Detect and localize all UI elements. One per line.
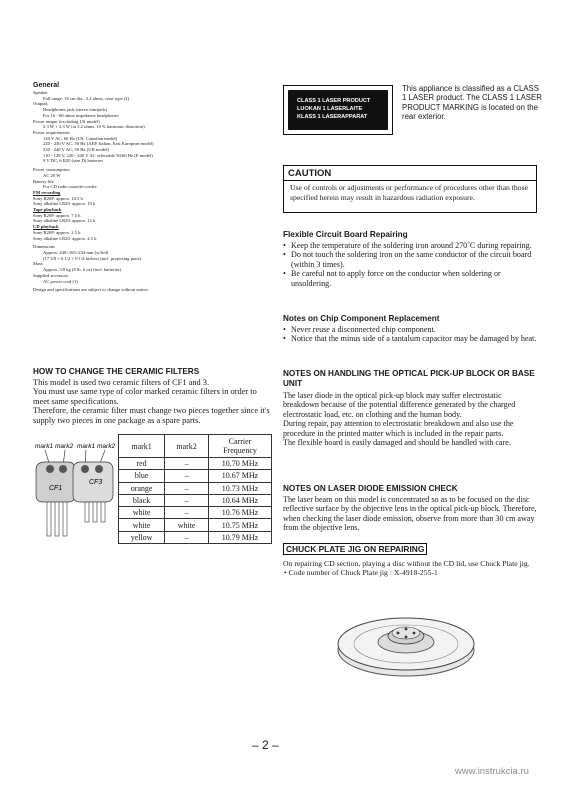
spec-line: 110 - 120 V, 220 - 240 V AC selectable 50/60 Hz (E model) [43,152,153,158]
spec-line: Approx. 3.8 kg (8 lb. 6 oz) (incl. batteries) [43,267,122,273]
spec-line: Speaker [33,90,48,95]
spec-line: Sony alkaline LR20: approx. 12 h [33,218,96,224]
laser-class-note: This appliance is classified as a CLASS 1 LASER product. The CLASS 1 LASER PRODUCT MARKING is located on the rear exterior. [402,84,542,122]
watermark: www.instrukcia.ru [455,766,529,777]
table-row [119,519,272,531]
spec-line: Approx. 440×165×234 mm (w/h/d) [43,249,109,255]
spec-line: Sony alkaline LR20: approx. 4.5 h [33,235,97,241]
mark-label: mark1 [35,443,54,450]
mark-dot [81,465,89,473]
specs-list [33,90,258,293]
table-cell: white [119,507,165,519]
table-cell: 10.70 MHz [209,458,272,470]
spec-line: Sony R20P: approx. 7.5 h [33,212,81,218]
table-cell: orange [119,482,165,494]
table-header: Carrier Frequency [209,435,272,458]
spec-line: Battery life [33,178,54,184]
caution-title: CAUTION [284,166,536,181]
table-cell: – [165,482,209,494]
laser-label-line: KLASS 1 LASERAPPARAT [297,114,368,120]
table-row [119,482,272,494]
ceramic-section [33,367,271,425]
table-row [119,458,272,470]
mark-dot [59,465,67,473]
table-cell: yellow [119,531,165,543]
cf1-label: CF1 [49,485,63,492]
flexible-title: Flexible Circuit Board Repairing [283,230,408,239]
flexible-item: • Keep the temperature of the soldering iron around 270˚C during repairing. [283,241,537,250]
emission-text: The laser beam on this model is concentrated so as to be focused on the disc reflective surface by the objective lens in the optical pick-up block. Therefore, when checking the laser diode emission, observe from more than 30 cm away from the objective lens. [283,495,537,533]
ceramic-p3: Therefore, the ceramic filter must change two pieces together since it's supply two pieces in one package as a spare parts. [33,406,270,425]
mark-dot [95,465,103,473]
spec-line: 9 V DC, 6 R20 (size D) batteries [43,158,104,164]
table-cell: – [165,458,209,470]
laser-label [283,85,393,135]
table-cell: 10.79 MHz [209,531,272,543]
laser-label-line: CLASS 1 LASER PRODUCT [297,98,371,104]
table-cell: 10.73 MHz [209,482,272,494]
table-header: mark1 [119,435,165,458]
chip-title: Notes on Chip Component Replacement [283,314,440,323]
spec-line: Power requirements [33,129,70,135]
ceramic-filter-table [118,434,272,544]
table-cell: 10.64 MHz [209,494,272,506]
emission-section [283,484,537,533]
jig-section [283,539,537,578]
spec-line: Outputs [33,101,48,107]
chip-item: • Never reuse a disconnected chip component. [283,325,537,334]
ceramic-p2: You must use same type of color marked ceramic filters in order to meet same specifications. [33,387,257,406]
spec-line: AC 20 W [43,172,61,178]
table-cell: – [165,470,209,482]
spec-line: Power output (excluding US model) [33,118,100,124]
chip-item: • Notice that the minus side of a tantalum capacitor may be damaged by heat. [283,334,537,343]
flexible-item: • Be careful not to apply force on the conductor when soldering or unsoldering. [283,269,537,288]
flexible-list [283,241,537,288]
chip-list [283,325,537,344]
spec-line: Power consumption [33,167,70,173]
chip-section [283,314,537,344]
jig-p1: On repairing CD section, playing a disc without the CD lid, use Chuck Plate jig. [283,559,530,568]
table-row [119,494,272,506]
spec-line: Tape playback [33,207,62,213]
mark-dot [46,465,54,473]
pickup-title: NOTES ON HANDLING THE OPTICAL PICK-UP BLOCK OR BASE UNIT [283,369,535,388]
table-cell: 10.67 MHz [209,470,272,482]
table-cell: white [165,519,209,531]
spec-line: Full range: 10 cm dia., 3.2 ohms, cone type (2) [43,95,130,101]
spec-line: 230 - 240 V AC, 50 Hz (UK model) [43,147,110,153]
spec-line: For CD radio cassette-corder: [43,184,98,190]
spec-line: (17 3/8 × 6 1/2 × 9 1/4 inches) (incl. projecting parts) [43,255,142,261]
page-number: – 2 – [252,738,279,752]
spec-line: CD playback [33,224,59,230]
jig-title: CHUCK PLATE JIG ON REPAIRING [283,543,427,555]
jig-p2: • Code number of Chuck Plate jig : X-4918-255-1 [284,568,438,578]
pickup-p1: The laser diode in the optical pick-up block may suffer electrostatic breakdown because of the potential difference generated by the charged electrostatic load, etc. on clothing and the human body. [283,391,516,419]
spec-line: For 16 - 68 ohms impedance headphones [43,112,119,118]
table-cell: 10.76 MHz [209,507,272,519]
table-cell: blue [119,470,165,482]
specs-block [33,82,258,293]
mark-label: mark2 [55,443,74,450]
table-cell: white [119,519,165,531]
mark-label: mark2 [97,443,116,450]
pickup-p3: The flexible board is easily damaged and should be handled with care. [283,438,511,448]
spec-line: Design and specifications are subject to change without notice. [33,287,149,293]
ceramic-p1: This model is used two ceramic filters of CF1 and 3. [33,378,210,387]
ceramic-title: HOW TO CHANGE THE CERAMIC FILTERS [33,367,200,376]
table-cell: – [165,531,209,543]
table-cell: – [165,507,209,519]
table-cell: black [119,494,165,506]
pickup-section [283,369,537,447]
spec-line: 220 - 230 V AC, 50 Hz (AEP, Italian, East European model) [43,141,154,147]
emission-title: NOTES ON LASER DIODE EMISSION CHECK [283,484,458,493]
spec-line: Headphones jack (stereo minijack) [43,107,107,113]
table-cell: red [119,458,165,470]
spec-line: Sony alkaline LR20: approx. 19 h [33,201,96,207]
table-row [119,531,272,543]
mark-label: mark1 [77,443,96,450]
spec-line: Sony R20P: approx. 2.5 h [33,229,81,235]
table-row [119,470,272,482]
cf3-label: CF3 [89,479,103,486]
spec-line: FM recording [33,189,61,195]
flexible-item: • Do not touch the soldering iron on the same conductor of the circuit board (within 3 times). [283,250,537,269]
table-row [119,507,272,519]
spec-line: Sony R20P: approx. 10.5 h [33,195,83,201]
specs-title: General [33,82,60,89]
spec-line: AC power cord (1) [43,278,78,284]
spec-line: 2.3 W + 2.3 W (at 3.2 ohms, 10 % harmonic distortion) [43,124,145,130]
spec-line: Supplied accessory [33,272,69,278]
laser-label-line: LUOKAN 1 LASERLAITE [297,106,363,112]
cf1-body [36,462,75,502]
spec-line: Dimensions [33,244,55,250]
pickup-p2: During repair, pay attention to electrostatic breakdown and also use the procedure in the printed matter which is included in the repair parts. [283,419,514,438]
spec-line: Mass [33,261,43,267]
table-header: mark2 [165,435,209,458]
caution-box [283,165,537,213]
table-cell: 10.75 MHz [209,519,272,531]
flexible-section [283,230,537,288]
spec-line: 120 V AC, 60 Hz (US, Canadian model) [43,135,118,141]
caution-text: Use of controls or adjustments or performance of procedures other than those specified herein may result in hazardous radiation exposure. [290,183,529,202]
table-cell: – [165,494,209,506]
ceramic-filter-diagram [33,440,118,540]
chuck-plate-illustration [335,608,477,680]
